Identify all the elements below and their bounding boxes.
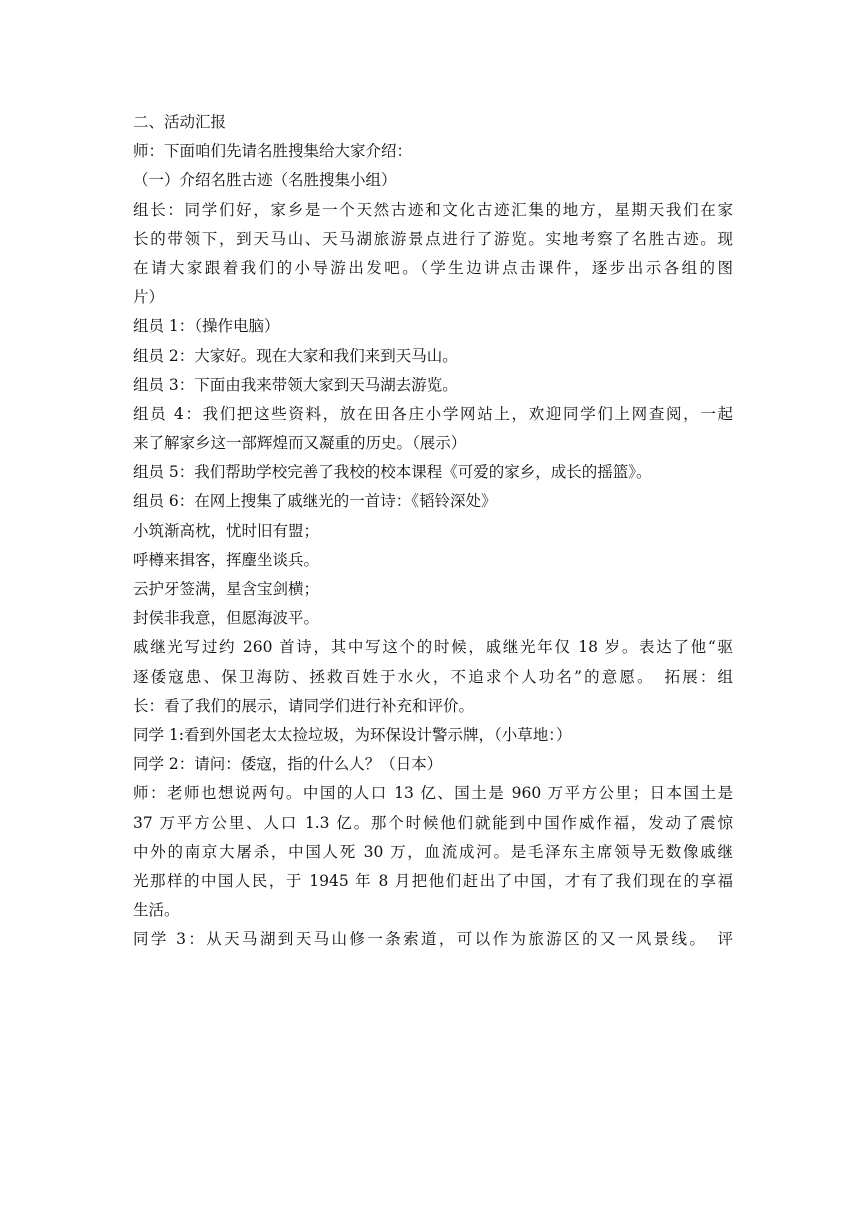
text-line: 片） (133, 288, 165, 307)
text-line: 长的带领下，到天马山、天马湖旅游景点进行了游览。实地考察了名胜古迹。现 (133, 229, 733, 248)
text-line: 呼樽来揖客，挥麈坐谈兵。 (133, 550, 320, 569)
text-line: 中外的南京大屠杀，中国人死 30 万，血流成河。是毛泽东主席领导无数像戚继 (133, 842, 733, 861)
text-line: 封侯非我意，但愿海波平。 (133, 609, 320, 628)
text-line: 组员 1：（操作电脑） (133, 317, 280, 336)
text-line: 二、活动汇报 (133, 113, 227, 131)
text-line: （一）介绍名胜古迹（名胜搜集小组） (133, 171, 397, 190)
text-line: 小筑渐高枕，忧时旧有盟； (133, 521, 320, 540)
text-line: 逐倭寇患、保卫海防、拯救百姓于水火，不追求个人功名”的意愿。 拓展：组 (133, 667, 733, 686)
text-line: 同学 1:看到外国老太太捡垃圾，为环保设计警示牌，（小草地：） (133, 725, 572, 744)
text-line: 组员 2：大家好。现在大家和我们来到天马山。 (133, 346, 458, 365)
text-line: 37 万平方公里、人口 1.3 亿。那个时候他们就能到中国作威作福，发动了震惊 (133, 813, 733, 832)
text-line: 戚继光写过约 260 首诗，其中写这个的时候，戚继光年仅 18 岁。表达了他“驱 (133, 638, 733, 657)
text-line: 师：下面咱们先请名胜搜集给大家介绍： (133, 142, 413, 161)
text-line: 长：看了我们的展示，请同学们进行补充和评价。 (133, 696, 475, 715)
text-line: 组长：同学们好，家乡是一个天然古迹和文化古迹汇集的地方，星期天我们在家 (133, 200, 733, 219)
text-line: 组员 6：在网上搜集了戚继光的一首诗：《韬铃深处》 (133, 492, 497, 511)
text-line: 在请大家跟着我们的小导游出发吧。（学生边讲点击课件，逐步出示各组的图 (133, 258, 733, 277)
text-line: 来了解家乡这一部辉煌而又凝重的历史。（展示） (133, 434, 467, 453)
text-line: 组员 3：下面由我来带领大家到天马湖去游览。 (133, 375, 458, 394)
text-line: 组员 4：我们把这些资料，放在田各庄小学网站上，欢迎同学们上网查阅，一起 (133, 404, 733, 423)
document-body (133, 108, 733, 954)
text-line: 光那样的中国人民，于 1945 年 8 月把他们赶出了中国，才有了我们现在的享福 (133, 871, 733, 890)
text-line: 组员 5：我们帮助学校完善了我校的校本课程《可爱的家乡，成长的摇篮》。 (133, 463, 652, 482)
text-line: 生活。 (133, 901, 180, 920)
text-line: 同学 2：请问：倭寇，指的什么人？（日本） (133, 755, 443, 774)
text-line: 同学 3：从天马湖到天马山修一条索道，可以作为旅游区的又一风景线。 评 (133, 930, 733, 949)
text-line: 云护牙签满，星含宝剑横； (133, 580, 320, 598)
text-line: 师：老师也想说两句。中国的人口 13 亿、国土是 960 万平方公里；日本国土是 (133, 784, 733, 803)
